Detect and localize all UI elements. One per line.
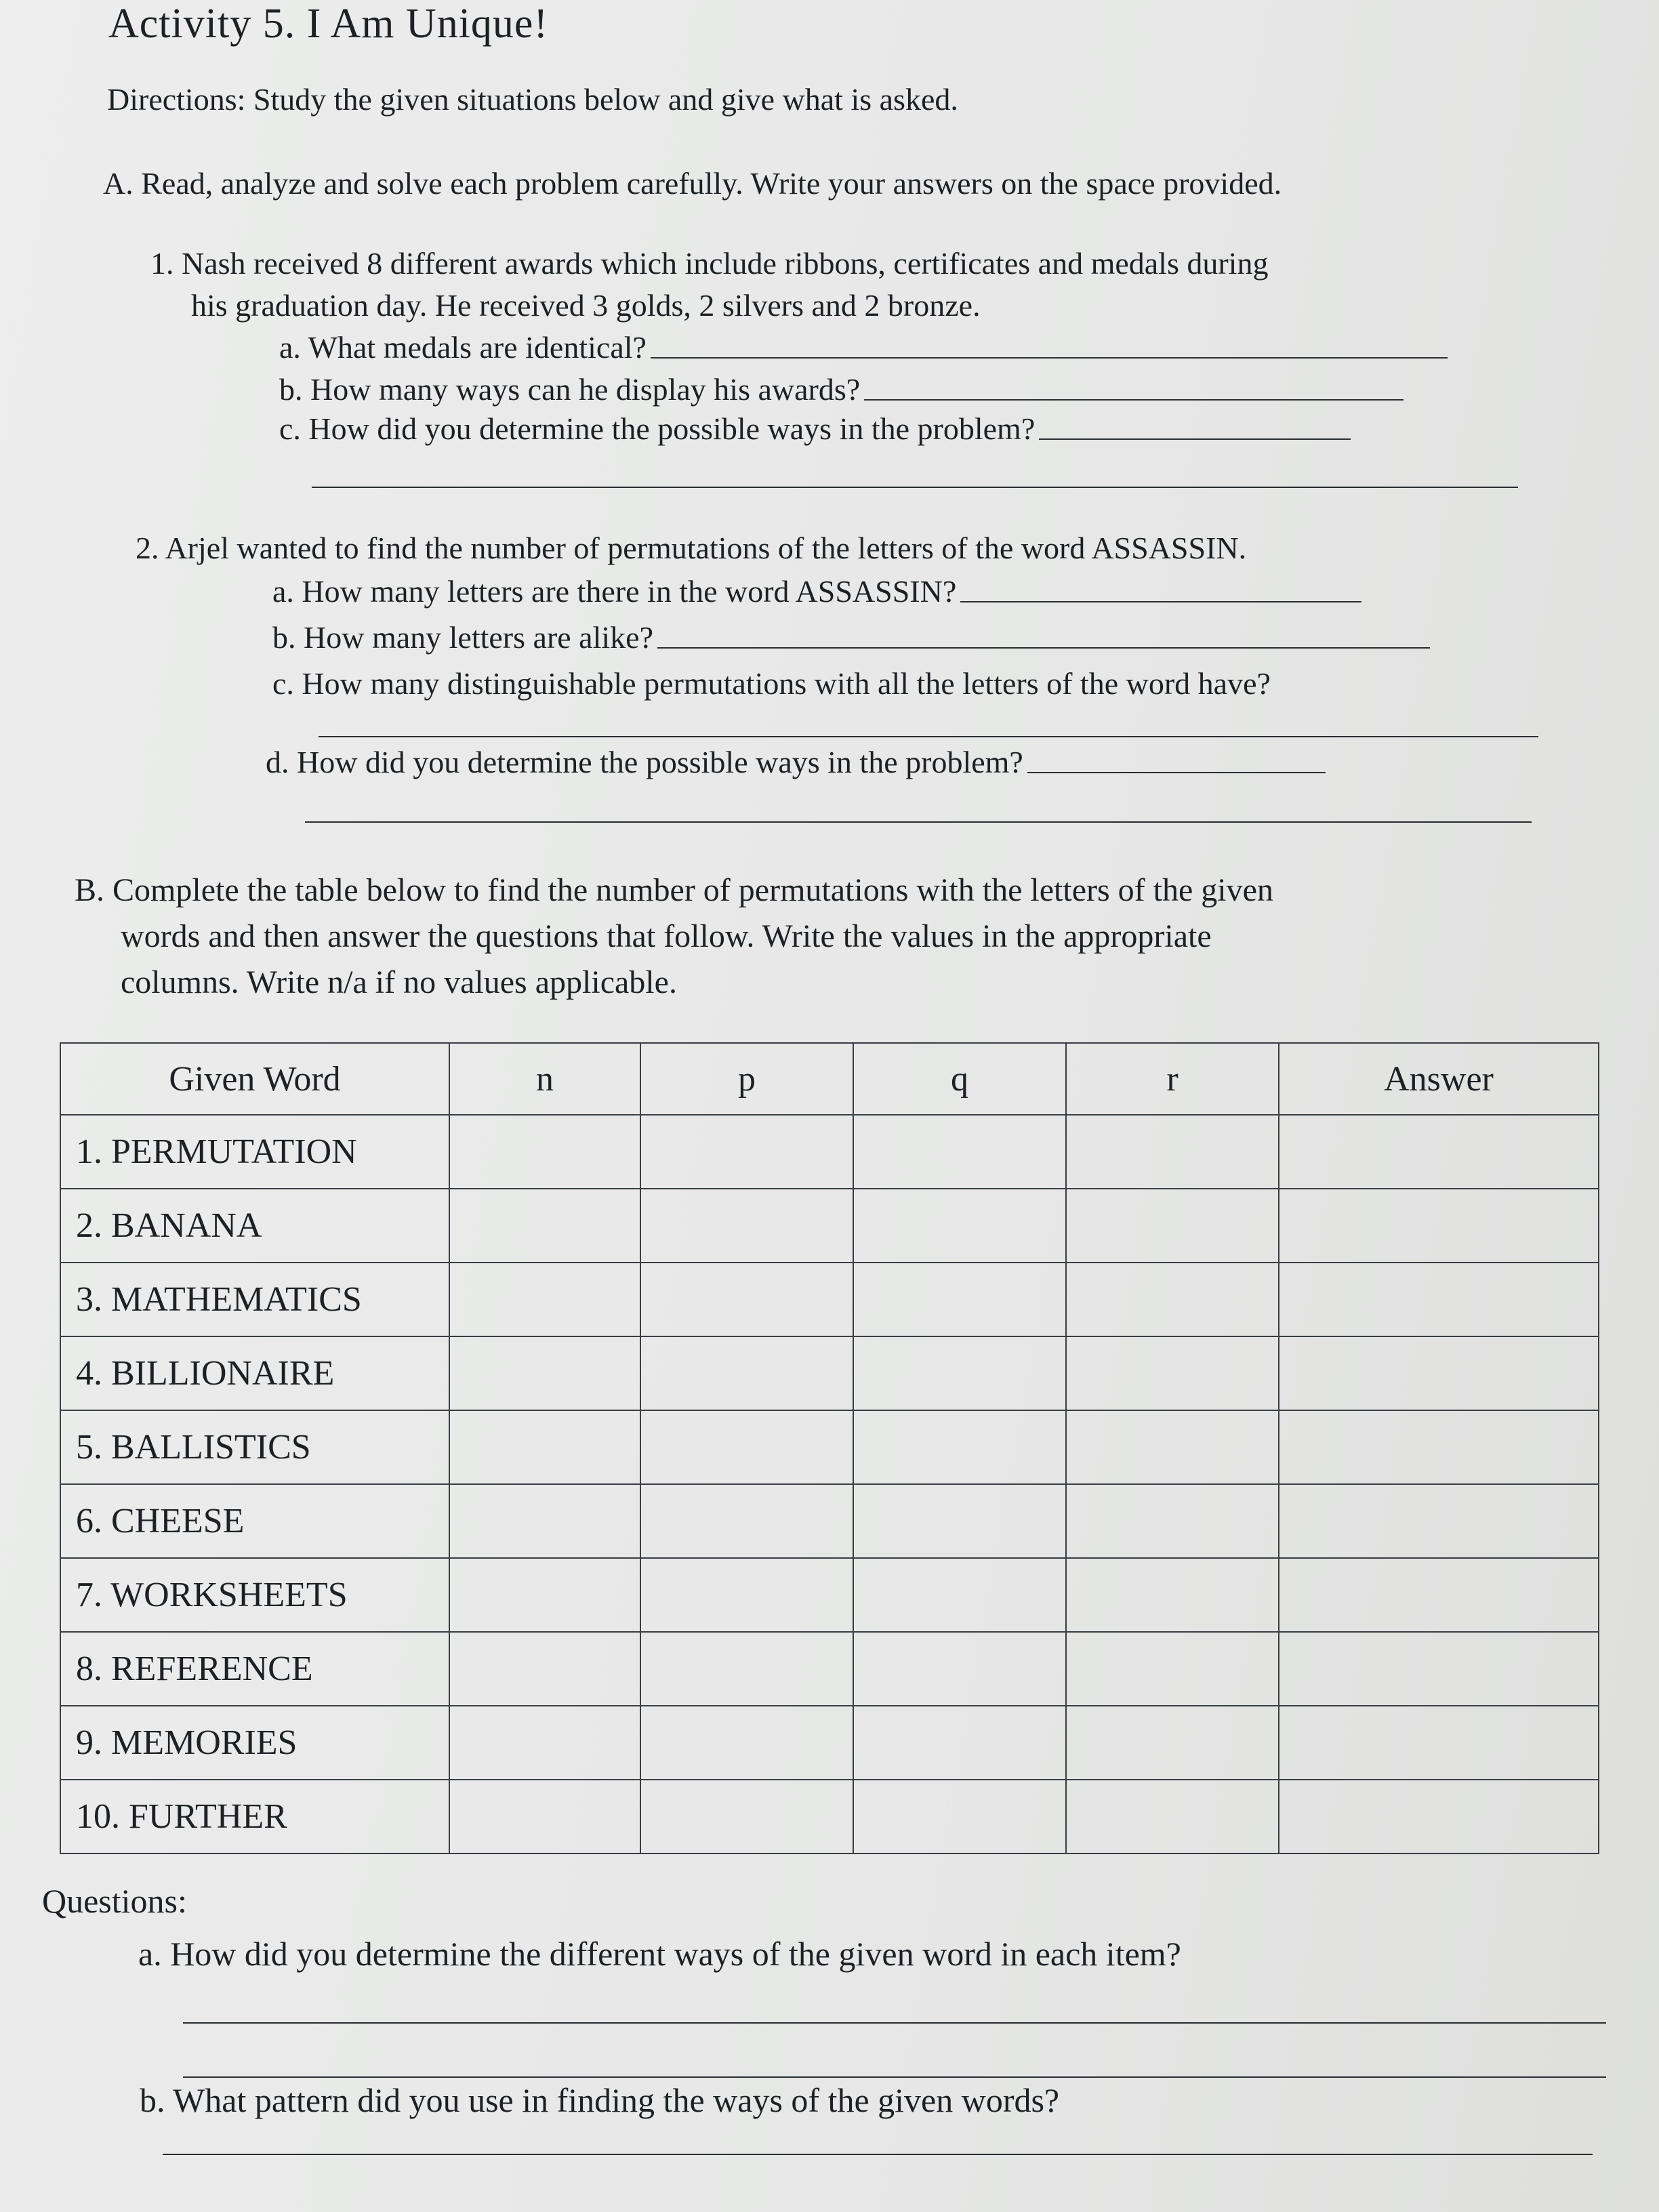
n-cell[interactable]: [449, 1189, 640, 1263]
header-n: n: [449, 1043, 640, 1115]
p-cell[interactable]: [640, 1484, 853, 1558]
activity-title: Activity 5. I Am Unique!: [108, 1, 549, 47]
p-cell[interactable]: [640, 1558, 853, 1632]
table-header-row: [60, 1043, 1599, 1115]
n-cell[interactable]: [449, 1115, 640, 1189]
permutation-table: [60, 1042, 1599, 1854]
q-cell[interactable]: [853, 1336, 1066, 1410]
problem-1: [150, 243, 1533, 327]
problem-1-line2: his graduation day. He received 3 golds, 2 silvers and 2 bronze.: [191, 288, 981, 323]
p-cell[interactable]: [640, 1780, 853, 1853]
p1-question-c: [279, 411, 1351, 447]
r-cell[interactable]: [1066, 1632, 1279, 1706]
answer-cell[interactable]: [1279, 1336, 1599, 1410]
r-cell[interactable]: [1066, 1410, 1279, 1484]
problem-1-line1: 1. Nash received 8 different awards which include ribbons, certificates and medals during: [150, 246, 1269, 281]
table-body: [60, 1115, 1599, 1853]
n-cell[interactable]: [449, 1263, 640, 1336]
answer-blank[interactable]: [183, 2076, 1606, 2078]
r-cell[interactable]: [1066, 1484, 1279, 1558]
directions: Directions: Study the given situations below and give what is asked.: [107, 82, 958, 117]
p2-question-d: [266, 744, 1326, 780]
q-cell[interactable]: [853, 1410, 1066, 1484]
answer-blank[interactable]: [163, 2154, 1593, 2155]
q-cell[interactable]: [853, 1484, 1066, 1558]
n-cell[interactable]: [449, 1780, 640, 1853]
answer-cell[interactable]: [1279, 1484, 1599, 1558]
n-cell[interactable]: [449, 1410, 640, 1484]
question-b: b. What pattern did you use in finding the ways of the given words?: [140, 2081, 1060, 2119]
answer-blank[interactable]: [305, 821, 1532, 823]
table-row: [60, 1263, 1599, 1336]
p2-question-c-text: c. How many distinguishable permutations with all the letters of the word have?: [272, 666, 1271, 701]
answer-blank[interactable]: [1027, 772, 1326, 773]
given-word-cell: 7. WORKSHEETS: [60, 1558, 449, 1632]
answer-cell[interactable]: [1279, 1780, 1599, 1853]
table-row: [60, 1558, 1599, 1632]
given-word-cell: 10. FURTHER: [60, 1780, 449, 1853]
r-cell[interactable]: [1066, 1558, 1279, 1632]
given-word-cell: 3. MATHEMATICS: [60, 1263, 449, 1336]
answer-blank[interactable]: [657, 647, 1430, 649]
given-word-cell: 2. BANANA: [60, 1189, 449, 1263]
p1-question-a-text: a. What medals are identical?: [279, 330, 647, 365]
part-b-line2: words and then answer the questions that follow. Write the values in the appropriate: [121, 918, 1212, 954]
table-row: [60, 1484, 1599, 1558]
p-cell[interactable]: [640, 1336, 853, 1410]
given-word-cell: 8. REFERENCE: [60, 1632, 449, 1706]
answer-cell[interactable]: [1279, 1263, 1599, 1336]
answer-cell[interactable]: [1279, 1558, 1599, 1632]
part-a-heading: A. Read, analyze and solve each problem carefully. Write your answers on the space provided.: [103, 166, 1282, 201]
header-given-word: Given Word: [60, 1043, 449, 1115]
r-cell[interactable]: [1066, 1263, 1279, 1336]
question-a: a. How did you determine the different ways of the given word in each item?: [138, 1935, 1181, 1973]
r-cell[interactable]: [1066, 1336, 1279, 1410]
p1-question-c-text: c. How did you determine the possible ways in the problem?: [279, 411, 1036, 446]
r-cell[interactable]: [1066, 1706, 1279, 1780]
problem-2-line1: 2. Arjel wanted to find the number of permutations of the letters of the word ASSASSIN.: [136, 531, 1247, 565]
table-row: [60, 1115, 1599, 1189]
questions-heading: Questions:: [42, 1882, 187, 1920]
answer-cell[interactable]: [1279, 1115, 1599, 1189]
p2-question-a-text: a. How many letters are there in the word ASSASSIN?: [272, 574, 957, 609]
answer-blank[interactable]: [1039, 438, 1351, 440]
n-cell[interactable]: [449, 1632, 640, 1706]
p-cell[interactable]: [640, 1115, 853, 1189]
q-cell[interactable]: [853, 1115, 1066, 1189]
answer-cell[interactable]: [1279, 1632, 1599, 1706]
given-word-cell: 4. BILLIONAIRE: [60, 1336, 449, 1410]
answer-blank[interactable]: [960, 601, 1361, 602]
table-row: [60, 1189, 1599, 1263]
answer-cell[interactable]: [1279, 1706, 1599, 1780]
r-cell[interactable]: [1066, 1115, 1279, 1189]
answer-cell[interactable]: [1279, 1410, 1599, 1484]
given-word-cell: 9. MEMORIES: [60, 1706, 449, 1780]
answer-blank[interactable]: [319, 736, 1538, 737]
table-row: [60, 1410, 1599, 1484]
header-answer: Answer: [1279, 1043, 1599, 1115]
p-cell[interactable]: [640, 1632, 853, 1706]
p-cell[interactable]: [640, 1189, 853, 1263]
p2-question-c: [272, 665, 1271, 701]
p-cell[interactable]: [640, 1410, 853, 1484]
q-cell[interactable]: [853, 1632, 1066, 1706]
header-p: p: [640, 1043, 853, 1115]
n-cell[interactable]: [449, 1706, 640, 1780]
part-b-line1: B. Complete the table below to find the number of permutations with the letters of the given: [75, 872, 1273, 908]
r-cell[interactable]: [1066, 1189, 1279, 1263]
q-cell[interactable]: [853, 1780, 1066, 1853]
p2-question-b-text: b. How many letters are alike?: [272, 620, 653, 655]
p2-question-a: [272, 573, 1361, 609]
p1-question-b-text: b. How many ways can he display his awards?: [279, 372, 861, 407]
header-r: r: [1066, 1043, 1279, 1115]
n-cell[interactable]: [449, 1336, 640, 1410]
table-row: [60, 1706, 1599, 1780]
p2-question-b: [272, 619, 1430, 655]
table-row: [60, 1632, 1599, 1706]
part-b-instructions: [75, 867, 1559, 1006]
p-cell[interactable]: [640, 1263, 853, 1336]
part-b-line3: columns. Write n/a if no values applicable.: [121, 964, 677, 1000]
header-q: q: [853, 1043, 1066, 1115]
problem-2: [136, 527, 1532, 569]
q-cell[interactable]: [853, 1558, 1066, 1632]
answer-blank[interactable]: [864, 399, 1404, 401]
answer-blank[interactable]: [183, 2022, 1606, 2024]
table-row: [60, 1780, 1599, 1853]
answer-blank[interactable]: [312, 487, 1518, 488]
answer-blank[interactable]: [651, 357, 1448, 359]
p1-question-a: [279, 329, 1448, 365]
answer-cell[interactable]: [1279, 1189, 1599, 1263]
given-word-cell: 6. CHEESE: [60, 1484, 449, 1558]
q-cell[interactable]: [853, 1189, 1066, 1263]
given-word-cell: 1. PERMUTATION: [60, 1115, 449, 1189]
table-row: [60, 1336, 1599, 1410]
p1-question-b: [279, 371, 1404, 407]
q-cell[interactable]: [853, 1706, 1066, 1780]
r-cell[interactable]: [1066, 1780, 1279, 1853]
n-cell[interactable]: [449, 1484, 640, 1558]
n-cell[interactable]: [449, 1558, 640, 1632]
p-cell[interactable]: [640, 1706, 853, 1780]
q-cell[interactable]: [853, 1263, 1066, 1336]
p2-question-d-text: d. How did you determine the possible ways in the problem?: [266, 745, 1023, 779]
given-word-cell: 5. BALLISTICS: [60, 1410, 449, 1484]
